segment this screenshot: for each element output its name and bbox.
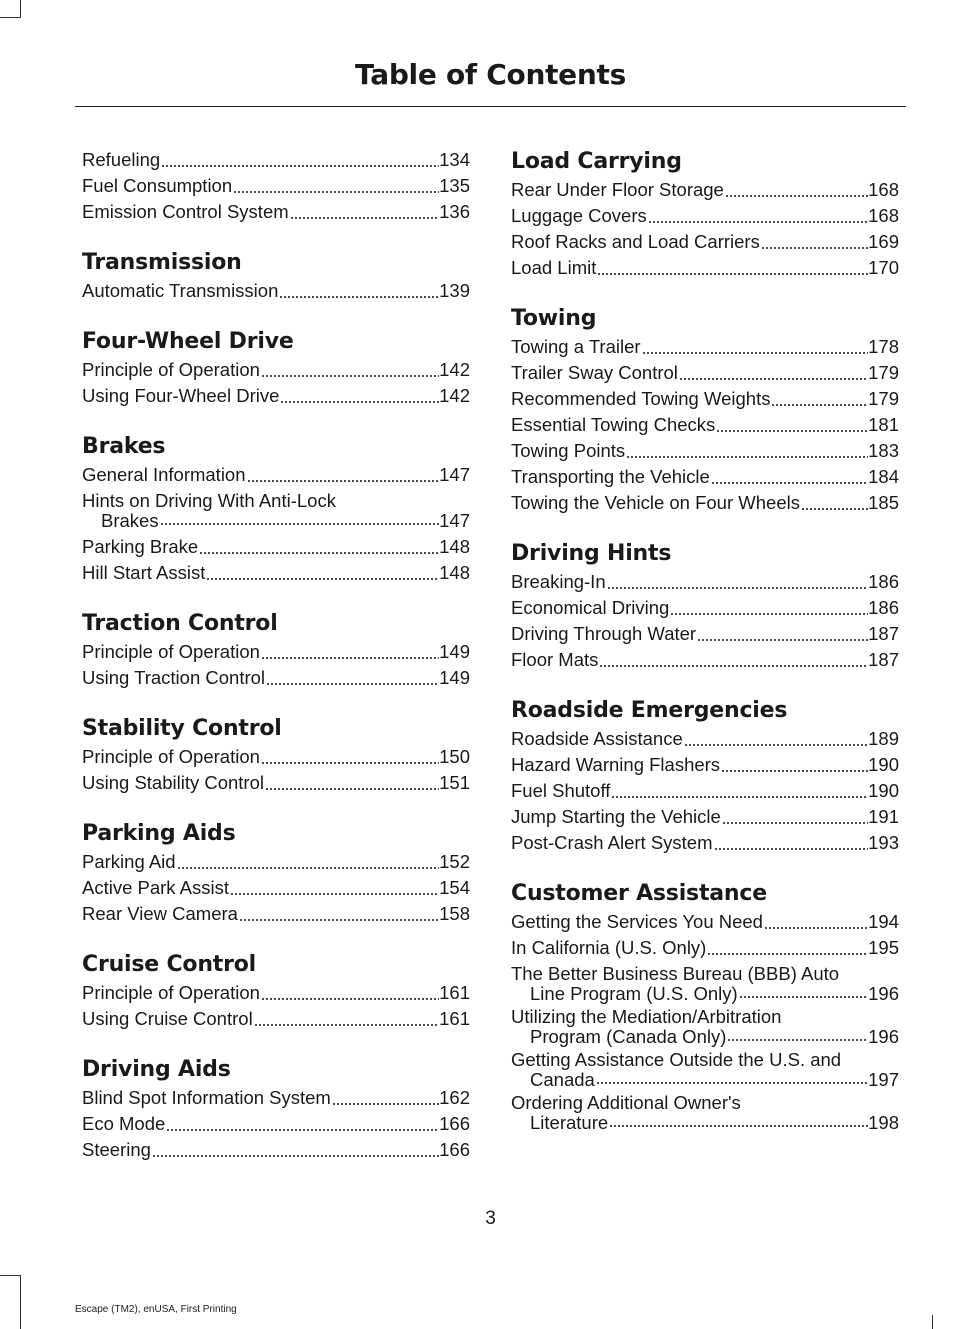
dot-leader — [648, 209, 868, 223]
entry-title: Economical Driving — [511, 597, 670, 618]
dot-leader — [764, 915, 868, 929]
toc-entry[interactable] — [82, 1085, 470, 1111]
crop-mark — [20, 1275, 21, 1329]
dot-leader — [261, 750, 439, 764]
entry-page: 197 — [868, 1069, 899, 1090]
toc-entry[interactable] — [82, 278, 470, 304]
entry-page: 149 — [439, 641, 470, 662]
crop-mark — [0, 17, 20, 18]
toc-entry[interactable] — [82, 173, 470, 199]
dot-leader — [716, 418, 868, 432]
dot-leader — [739, 984, 868, 998]
entry-page: 198 — [868, 1112, 899, 1133]
toc-entry[interactable] — [82, 491, 470, 531]
dot-leader — [206, 566, 439, 580]
dot-leader — [697, 627, 868, 641]
section-heading: Parking Aids — [82, 821, 236, 846]
dot-leader — [626, 444, 868, 458]
page-number: 3 — [485, 1208, 496, 1229]
entry-page: 186 — [868, 571, 899, 592]
toc-entry[interactable] — [511, 909, 899, 935]
entry-title: Towing a Trailer — [511, 336, 641, 357]
dot-leader — [265, 776, 439, 790]
dot-leader — [160, 511, 440, 525]
entry-title: Using Stability Control — [82, 772, 264, 793]
title-rule — [75, 106, 906, 107]
toc-section — [82, 950, 470, 1032]
dot-leader — [261, 363, 439, 377]
entry-title: Blind Spot Information System — [82, 1087, 331, 1108]
entry-page: 190 — [868, 754, 899, 775]
dot-leader — [684, 732, 868, 746]
toc-entry[interactable] — [511, 752, 899, 778]
crop-mark — [932, 1315, 933, 1329]
entry-title: The Better Business Bureau (BBB) Auto — [511, 963, 840, 984]
toc-entry[interactable] — [82, 639, 470, 665]
entry-title: Using Traction Control — [82, 667, 266, 688]
toc-entry[interactable] — [82, 770, 470, 796]
entry-title: Steering — [82, 1139, 151, 1160]
toc-entry[interactable] — [511, 490, 899, 516]
entry-page: 189 — [868, 728, 899, 749]
toc-section — [82, 819, 470, 927]
toc-entry[interactable] — [511, 412, 899, 438]
entry-page: 139 — [439, 280, 470, 301]
toc-entry[interactable] — [82, 901, 470, 927]
entry-page: 166 — [439, 1113, 470, 1134]
dot-leader — [771, 392, 868, 406]
section-heading: Driving Aids — [82, 1057, 231, 1082]
entry-title: Utilizing the Mediation/Arbitration — [511, 1006, 782, 1027]
toc-section — [82, 147, 470, 225]
toc-entry[interactable] — [511, 1007, 899, 1047]
entry-page: 181 — [868, 414, 899, 435]
entry-page: 187 — [868, 623, 899, 644]
toc-entry[interactable] — [511, 360, 899, 386]
page-title: Table of Contents — [355, 58, 626, 91]
entry-title: Floor Mats — [511, 649, 599, 670]
entry-title: Refueling — [82, 149, 161, 170]
entry-page: 158 — [439, 903, 470, 924]
entry-title: Roadside Assistance — [511, 728, 683, 749]
entry-title: Recommended Towing Weights — [511, 388, 771, 409]
section-heading: Four-Wheel Drive — [82, 329, 294, 354]
section-heading: Towing — [511, 306, 597, 331]
entry-title: Active Park Assist — [82, 877, 230, 898]
entry-title: Fuel Consumption — [82, 175, 233, 196]
entry-title: Using Four-Wheel Drive — [82, 385, 280, 406]
entry-page: 186 — [868, 597, 899, 618]
toc-entry[interactable] — [82, 744, 470, 770]
section-heading: Roadside Emergencies — [511, 698, 788, 723]
toc-entry[interactable] — [511, 964, 899, 1004]
entry-title: Hazard Warning Flashers — [511, 754, 721, 775]
dot-leader — [761, 235, 868, 249]
entry-page: 185 — [868, 492, 899, 513]
entry-page: 168 — [868, 179, 899, 200]
toc-entry[interactable] — [511, 464, 899, 490]
entry-continuation — [511, 1070, 899, 1090]
dot-leader — [597, 261, 868, 275]
entry-title: Automatic Transmission — [82, 280, 279, 301]
toc-entry[interactable] — [511, 778, 899, 804]
entry-title: Towing the Vehicle on Four Wheels — [511, 492, 800, 513]
entry-title: Principle of Operation — [82, 641, 260, 662]
entry-title: Emission Control System — [82, 201, 289, 222]
left-column — [82, 147, 470, 1186]
entry-page: 190 — [868, 780, 899, 801]
dot-leader — [230, 881, 439, 895]
entry-page: 168 — [868, 205, 899, 226]
entry-page: 166 — [439, 1139, 470, 1160]
section-heading: Stability Control — [82, 716, 282, 741]
dot-leader — [721, 758, 868, 772]
toc-entry[interactable] — [511, 569, 899, 595]
toc-entry[interactable] — [82, 849, 470, 875]
entry-page: 154 — [439, 877, 470, 898]
toc-section — [511, 539, 899, 673]
dot-leader — [161, 153, 439, 167]
dot-leader — [177, 855, 440, 869]
dot-leader — [247, 468, 440, 482]
crop-mark — [0, 1275, 20, 1276]
dot-leader — [266, 671, 439, 685]
entry-title: Hill Start Assist — [82, 562, 206, 583]
entry-title: Fuel Shutoff — [511, 780, 611, 801]
dot-leader — [670, 601, 868, 615]
entry-page: 147 — [439, 510, 470, 531]
toc-entry[interactable] — [511, 804, 899, 830]
section-heading: Customer Assistance — [511, 881, 767, 906]
entry-page: 134 — [439, 149, 470, 170]
entry-title-continued: Line Program (U.S. Only) — [530, 983, 738, 1004]
entry-page: 142 — [439, 385, 470, 406]
entry-page: 193 — [868, 832, 899, 853]
entry-continuation — [511, 1027, 899, 1047]
toc-entry[interactable] — [82, 534, 470, 560]
entry-title: Eco Mode — [82, 1113, 166, 1134]
entry-title: Transporting the Vehicle — [511, 466, 710, 487]
toc-entry[interactable] — [511, 203, 899, 229]
toc-entry[interactable] — [511, 935, 899, 961]
entry-title: Essential Towing Checks — [511, 414, 716, 435]
entry-title: Post-Crash Alert System — [511, 832, 713, 853]
section-heading: Transmission — [82, 250, 242, 275]
entry-title-continued: Canada — [530, 1069, 595, 1090]
dot-leader — [254, 1012, 439, 1026]
dot-leader — [280, 389, 439, 403]
entry-title: Rear Under Floor Storage — [511, 179, 724, 200]
entry-page: 178 — [868, 336, 899, 357]
entry-title: Hints on Driving With Anti-Lock — [82, 490, 336, 511]
dot-leader — [609, 1113, 868, 1127]
toc-entry[interactable] — [511, 334, 899, 360]
entry-page: 183 — [868, 440, 899, 461]
dot-leader — [711, 470, 868, 484]
toc-entry[interactable] — [82, 980, 470, 1006]
toc-section — [82, 432, 470, 586]
toc-entry[interactable] — [511, 726, 899, 752]
entry-page: 195 — [868, 937, 899, 958]
toc-section — [511, 304, 899, 516]
entry-page: 161 — [439, 1008, 470, 1029]
entry-page: 191 — [868, 806, 899, 827]
toc-section — [82, 1055, 470, 1163]
entry-page: 150 — [439, 746, 470, 767]
section-heading: Load Carrying — [511, 149, 682, 174]
entry-title: Parking Aid — [82, 851, 176, 872]
dot-leader — [152, 1143, 439, 1157]
entry-title: Load Limit — [511, 257, 597, 278]
entry-page: 169 — [868, 231, 899, 252]
dot-leader — [199, 540, 439, 554]
entry-page: 135 — [439, 175, 470, 196]
dot-leader — [642, 340, 869, 354]
entry-title: Breaking-In — [511, 571, 606, 592]
entry-continuation — [82, 511, 470, 531]
entry-page: 179 — [868, 362, 899, 383]
toc-entry[interactable] — [82, 1137, 470, 1163]
entry-page: 147 — [439, 464, 470, 485]
entry-title: Towing Points — [511, 440, 626, 461]
toc-entry[interactable] — [82, 462, 470, 488]
dot-leader — [722, 810, 868, 824]
entry-page: 149 — [439, 667, 470, 688]
entry-title: Getting the Services You Need — [511, 911, 763, 932]
toc-entry[interactable] — [511, 177, 899, 203]
entry-page: 136 — [439, 201, 470, 222]
entry-continuation — [511, 984, 899, 1004]
dot-leader — [725, 183, 868, 197]
dot-leader — [239, 907, 439, 921]
entry-title-continued: Literature — [530, 1112, 609, 1133]
entry-page: 162 — [439, 1087, 470, 1108]
footer-text: Escape (TM2), enUSA, First Printing — [75, 1304, 237, 1315]
entry-title: Principle of Operation — [82, 359, 260, 380]
dot-leader — [332, 1091, 439, 1105]
toc-entry[interactable] — [511, 1050, 899, 1090]
toc-entry[interactable] — [82, 147, 470, 173]
dot-leader — [290, 205, 439, 219]
dot-leader — [607, 575, 869, 589]
dot-leader — [727, 1027, 868, 1041]
toc-entry[interactable] — [511, 647, 899, 673]
entry-title: General Information — [82, 464, 246, 485]
entry-title: In California (U.S. Only) — [511, 937, 707, 958]
entry-page: 151 — [439, 772, 470, 793]
toc-entry[interactable] — [511, 1093, 899, 1133]
toc-section — [511, 147, 899, 281]
toc-entry[interactable] — [82, 357, 470, 383]
toc-entry[interactable] — [82, 1111, 470, 1137]
entry-page: 170 — [868, 257, 899, 278]
entry-page: 148 — [439, 562, 470, 583]
entry-page: 196 — [868, 983, 899, 1004]
dot-leader — [707, 941, 868, 955]
dot-leader — [679, 366, 868, 380]
toc-entry[interactable] — [511, 438, 899, 464]
toc-entry[interactable] — [82, 560, 470, 586]
entry-title: Roof Racks and Load Carriers — [511, 231, 760, 252]
section-heading: Cruise Control — [82, 952, 257, 977]
entry-title: Using Cruise Control — [82, 1008, 253, 1029]
section-heading: Brakes — [82, 434, 166, 459]
toc-entry[interactable] — [511, 229, 899, 255]
dot-leader — [279, 284, 439, 298]
toc-entry[interactable] — [82, 665, 470, 691]
crop-mark — [20, 0, 21, 18]
entry-title-continued: Brakes — [101, 510, 159, 531]
dot-leader — [596, 1070, 868, 1084]
dot-leader — [261, 986, 439, 1000]
toc-entry[interactable] — [511, 595, 899, 621]
dot-leader — [166, 1117, 439, 1131]
toc-section — [82, 714, 470, 796]
right-column — [511, 147, 899, 1156]
entry-page: 142 — [439, 359, 470, 380]
section-heading: Traction Control — [82, 611, 278, 636]
entry-continuation — [511, 1113, 899, 1133]
entry-page: 194 — [868, 911, 899, 932]
entry-title: Getting Assistance Outside the U.S. and — [511, 1049, 842, 1070]
dot-leader — [233, 179, 439, 193]
toc-entry[interactable] — [511, 621, 899, 647]
entry-title-continued: Program (Canada Only) — [530, 1026, 727, 1047]
toc-entry[interactable] — [511, 255, 899, 281]
toc-entry[interactable] — [82, 199, 470, 225]
entry-page: 179 — [868, 388, 899, 409]
toc-section — [511, 879, 899, 1133]
entry-title: Ordering Additional Owner's — [511, 1092, 741, 1113]
entry-title: Trailer Sway Control — [511, 362, 678, 383]
toc-entry[interactable] — [511, 830, 899, 856]
toc-entry[interactable] — [511, 386, 899, 412]
toc-section — [82, 609, 470, 691]
toc-section — [82, 248, 470, 304]
entry-page: 184 — [868, 466, 899, 487]
toc-entry[interactable] — [82, 1006, 470, 1032]
dot-leader — [611, 784, 868, 798]
dot-leader — [714, 836, 869, 850]
section-heading: Driving Hints — [511, 541, 672, 566]
entry-page: 152 — [439, 851, 470, 872]
entry-page: 148 — [439, 536, 470, 557]
entry-page: 187 — [868, 649, 899, 670]
entry-title: Driving Through Water — [511, 623, 697, 644]
entry-title: Parking Brake — [82, 536, 199, 557]
entry-title: Jump Starting the Vehicle — [511, 806, 721, 827]
entry-title: Luggage Covers — [511, 205, 647, 226]
toc-section — [511, 696, 899, 856]
dot-leader — [599, 653, 868, 667]
entry-page: 196 — [868, 1026, 899, 1047]
entry-title: Rear View Camera — [82, 903, 238, 924]
entry-title: Principle of Operation — [82, 746, 260, 767]
dot-leader — [801, 496, 868, 510]
toc-entry[interactable] — [82, 875, 470, 901]
dot-leader — [261, 645, 439, 659]
toc-entry[interactable] — [82, 383, 470, 409]
entry-title: Principle of Operation — [82, 982, 260, 1003]
entry-page: 161 — [439, 982, 470, 1003]
toc-section — [82, 327, 470, 409]
